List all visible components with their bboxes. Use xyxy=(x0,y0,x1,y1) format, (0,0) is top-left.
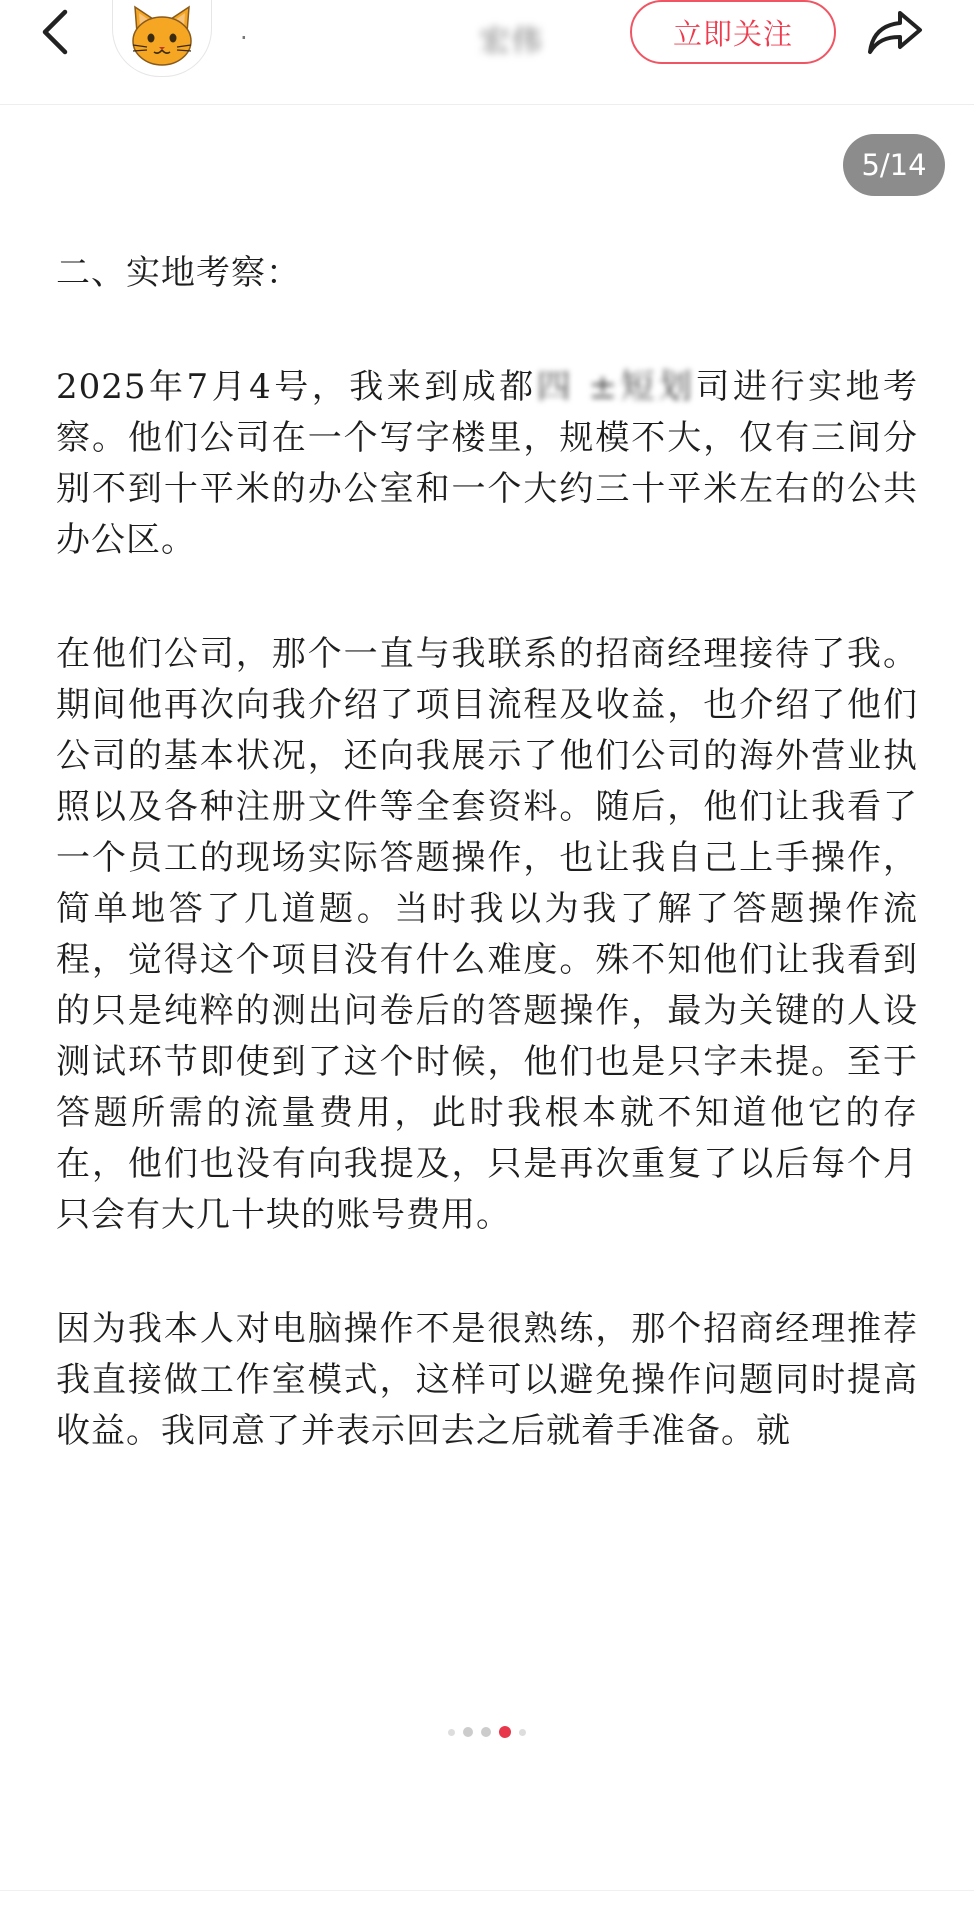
follow-button[interactable]: 立即关注 xyxy=(630,0,836,64)
carousel-dot[interactable] xyxy=(448,1729,455,1736)
article-content xyxy=(56,248,918,1520)
paragraph-2: 在他们公司，那个一直与我联系的招商经理接待了我。期间他再次向我介绍了项目流程及收益，也介绍了他们公司的基本状况，还向我展示了他们公司的海外营业执照以及各种注册文件等全套资料。随后，他们让我看了一个员工的现场实际答题操作，也让我自己上手操作，简单地答了几道题。当时我以为我了解了答题操作流程，觉得这个项目没有什么难度。殊不知他们让我看到的只是纯粹的测出问卷后的答题操作，最为关键的人设测试环节即使到了这个时候，他们也是只字未提。至于答题所需的流量费用，此时我根本就不知道他它的存在，他们也没有向我提及，只是再次重复了以后每个月只会有大几十块的账号费用。 xyxy=(56,634,918,1235)
username[interactable] xyxy=(240,8,630,68)
carousel-dots xyxy=(0,1724,974,1740)
carousel-dot[interactable] xyxy=(519,1729,526,1736)
cat-avatar-icon xyxy=(127,3,197,67)
avatar[interactable] xyxy=(112,0,212,77)
carousel-dot-active[interactable] xyxy=(499,1726,511,1738)
paragraph-1-start: 2025年7月4号，我来到成都 xyxy=(56,367,537,407)
carousel-dot[interactable] xyxy=(463,1727,473,1737)
page-indicator: 5/14 xyxy=(843,134,945,196)
section-heading: 二、实地考察： xyxy=(56,253,301,293)
back-button[interactable] xyxy=(30,4,78,60)
username-prefix: · xyxy=(240,24,250,52)
chevron-left-icon xyxy=(39,8,69,56)
share-arrow-icon xyxy=(866,8,924,56)
redacted-company-name: 四 ±短划 xyxy=(536,367,696,407)
paragraph-1-end: 司进行实地考察。他们公司在一个写字楼里，规模不大，仅有三间分别不到十平米的办公室和一个大约三十平米左右的公共办公区。 xyxy=(56,367,919,560)
divider xyxy=(0,1890,974,1891)
username-blurred: 宏伟 xyxy=(479,24,544,59)
share-button[interactable] xyxy=(860,0,930,64)
paragraph-1 xyxy=(56,362,918,566)
top-bar xyxy=(0,0,974,105)
paragraph-3: 因为我本人对电脑操作不是很熟练，那个招商经理推荐我直接做工作室模式，这样可以避免操作问题同时提高收益。我同意了并表示回去之后就着手准备。就 xyxy=(56,1309,918,1451)
carousel-dot[interactable] xyxy=(481,1727,491,1737)
